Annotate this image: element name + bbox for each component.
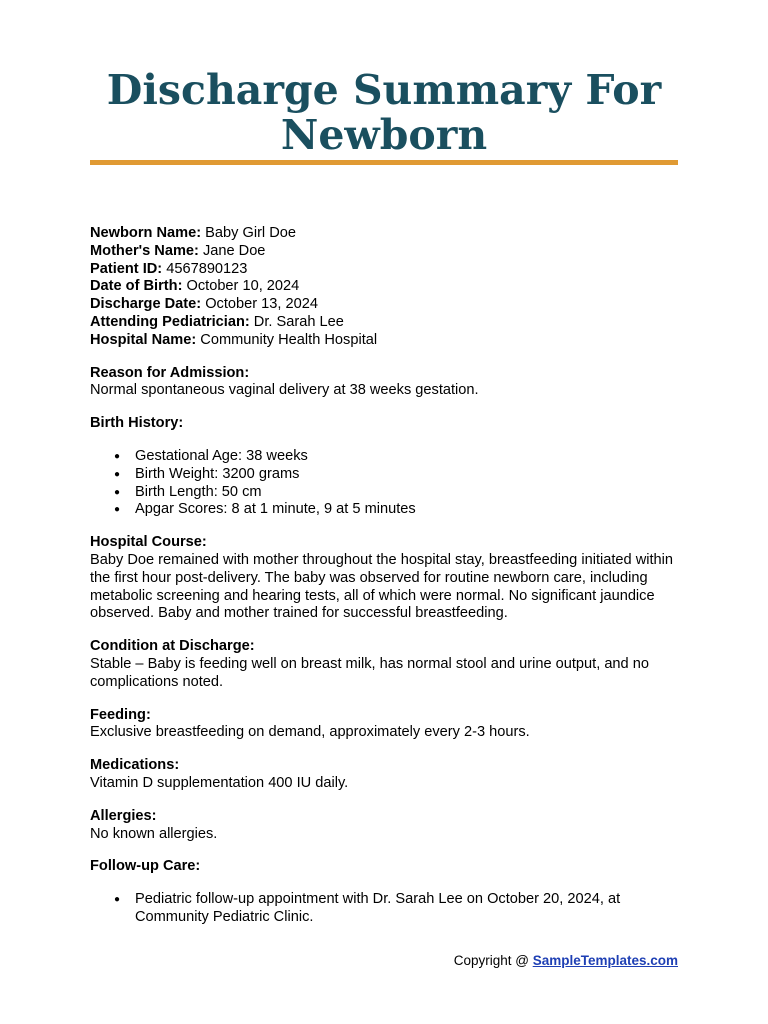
- section-heading: Follow-up Care:: [90, 858, 201, 875]
- detail-date-of-birth: [90, 278, 690, 296]
- detail-value: 4567890123: [166, 260, 248, 277]
- detail-label: Attending Pediatrician:: [90, 313, 250, 330]
- detail-value: Jane Doe: [202, 242, 266, 259]
- detail-hospital-name: [90, 332, 690, 350]
- detail-label: Mother's Name:: [90, 242, 199, 259]
- section-feeding: [90, 707, 690, 743]
- bullet-icon: ●: [114, 468, 121, 480]
- section-text: Stable – Baby is feeding well on breast milk, has normal stool and urine output, and no complications noted.: [90, 655, 649, 690]
- document-body: [90, 225, 690, 927]
- section-heading: Feeding:: [90, 706, 151, 723]
- section-medications: [90, 757, 690, 793]
- sampletemplates-link[interactable]: SampleTemplates.com: [532, 953, 678, 968]
- section-heading: Allergies:: [90, 807, 157, 824]
- detail-value: Community Health Hospital: [200, 331, 378, 348]
- section-text: Baby Doe remained with mother throughout the hospital stay, breastfeeding initiated within the first hour post-delivery. The baby was observed for routine newborn care, including metabolic screening and hearing tests, all of which were normal. No significant jaundice observed. Baby and mother trained for successful breastfeeding.: [90, 551, 674, 622]
- detail-discharge-date: [90, 296, 690, 314]
- detail-label: Hospital Name:: [90, 331, 197, 348]
- section-text: No known allergies.: [90, 825, 218, 842]
- bullet-icon: ●: [114, 504, 121, 516]
- section-text: Normal spontaneous vaginal delivery at 38 weeks gestation.: [90, 382, 479, 399]
- list-item: ● Birth Weight: 3200 grams: [114, 465, 300, 482]
- copyright-footer: [454, 952, 678, 970]
- copyright-text: Copyright @: [453, 953, 533, 968]
- section-birth-history: [90, 415, 690, 519]
- section-text: Exclusive breastfeeding on demand, approximately every 2-3 hours.: [90, 724, 530, 741]
- birth-history-list: [90, 448, 690, 519]
- detail-label: Newborn Name:: [90, 225, 202, 241]
- list-item: ● Pediatric follow-up appointment with Dr. Sarah Lee on October 20, 2024, at Community Pediatric Clinic.: [114, 891, 621, 925]
- title-divider: [90, 160, 678, 165]
- section-text: Vitamin D supplementation 400 IU daily.: [90, 774, 349, 791]
- section-follow-up-care: [90, 858, 690, 926]
- section-heading: Reason for Admission:: [90, 364, 250, 381]
- detail-attending-pediatrician: [90, 314, 690, 332]
- section-heading: Hospital Course:: [90, 534, 207, 551]
- detail-label: Date of Birth:: [90, 278, 183, 295]
- list-item: ● Gestational Age: 38 weeks: [114, 447, 308, 464]
- detail-value: October 10, 2024: [186, 278, 300, 295]
- section-heading: Birth History:: [90, 415, 184, 432]
- detail-label: Patient ID:: [90, 260, 163, 277]
- follow-up-list: [90, 891, 690, 927]
- page-title: Discharge Summary For Newborn: [106, 66, 662, 159]
- detail-mothers-name: [90, 243, 690, 261]
- list-item: ● Birth Length: 50 cm: [114, 483, 262, 500]
- section-reason-for-admission: [90, 365, 690, 401]
- patient-details: [90, 225, 690, 350]
- bullet-icon: ●: [114, 894, 121, 906]
- detail-value: Baby Girl Doe: [205, 225, 296, 241]
- bullet-icon: ●: [114, 486, 121, 498]
- detail-patient-id: [90, 261, 690, 279]
- section-hospital-course: [90, 534, 690, 623]
- section-allergies: [90, 808, 690, 844]
- list-item: ● Apgar Scores: 8 at 1 minute, 9 at 5 minutes: [114, 501, 416, 518]
- section-condition-at-discharge: [90, 638, 690, 691]
- detail-value: Dr. Sarah Lee: [253, 313, 344, 330]
- detail-label: Discharge Date:: [90, 296, 202, 313]
- detail-newborn-name: [90, 225, 690, 243]
- section-heading: Medications:: [90, 757, 180, 774]
- detail-value: October 13, 2024: [205, 296, 318, 313]
- section-heading: Condition at Discharge:: [90, 638, 255, 655]
- bullet-icon: ●: [114, 450, 121, 462]
